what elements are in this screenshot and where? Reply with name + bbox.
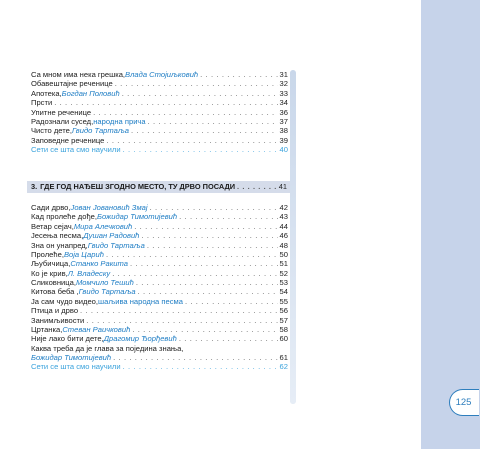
toc-entry [31, 231, 288, 240]
leader-dots [136, 278, 278, 287]
leader-dots [147, 241, 278, 250]
leader-dots [200, 70, 277, 79]
entry-genre: шаљива народна песма [98, 296, 183, 306]
review-entry [31, 145, 288, 154]
leader-dots [134, 222, 277, 231]
entry-author: Гвидо Тартаља [71, 126, 129, 136]
leader-dots [86, 316, 277, 325]
section-heading [27, 181, 290, 193]
toc-entry [31, 203, 288, 212]
entry-author: Гвидо Тартаља [78, 287, 136, 297]
section-page-number: 41 [278, 182, 287, 191]
toc-entry [31, 297, 288, 306]
entry-page-number: 48 [279, 240, 288, 250]
toc-entry [31, 325, 288, 334]
entry-page-number: 32 [279, 79, 288, 89]
entry-page-number: 51 [279, 259, 288, 269]
entry-author: Душан Радовић [83, 231, 140, 241]
entry-author: Стеван Раичковић [62, 324, 131, 334]
page-margin-band [421, 0, 480, 449]
entry-author: Јован Јовановић Змај [70, 203, 148, 212]
leader-dots [123, 362, 278, 371]
leader-dots [112, 269, 277, 278]
leader-dots [148, 117, 278, 126]
toc-entry [31, 250, 288, 259]
leader-dots [179, 334, 278, 343]
toc-entry [31, 269, 288, 278]
leader-dots [131, 126, 278, 135]
entry-title: Китова беба , [31, 287, 79, 297]
entry-author: Л. Владеску [67, 268, 111, 278]
entry-page-number: 60 [279, 334, 288, 344]
entry-author: Богдан Половић [61, 88, 120, 98]
toc-entry [31, 117, 288, 126]
entry-page-number: 39 [279, 135, 288, 145]
entry-title: Радознали сусед, [31, 116, 94, 126]
toc-entry [31, 89, 288, 98]
leader-dots [93, 108, 277, 117]
toc-entry [31, 306, 288, 315]
section-number: 3. [31, 182, 38, 191]
entry-title: Сликовница, [31, 278, 76, 287]
leader-dots [150, 203, 278, 212]
leader-dots [115, 79, 278, 88]
entry-author: Божидар Тимотијевић [97, 212, 178, 222]
entry-page-number: 52 [279, 268, 288, 278]
entry-title: Каква треба да је глава за поједина знања, [31, 343, 184, 353]
entry-page-number: 62 [279, 362, 288, 372]
toc-entry [31, 136, 288, 145]
entry-author: Момчило Тешић [75, 278, 134, 287]
review-title: Сети се шта смо научили [31, 362, 121, 372]
entry-page-number: 42 [279, 203, 288, 212]
toc-entry [31, 222, 288, 231]
table-of-contents-part2 [31, 203, 288, 372]
entry-title: Апотека, [31, 88, 62, 98]
toc-entry [31, 241, 288, 250]
entry-title: Обавештајне реченице [31, 79, 113, 89]
entry-page-number: 46 [279, 231, 288, 241]
entry-page-number: 38 [279, 126, 288, 136]
entry-title: Љубичица, [31, 259, 71, 269]
entry-title: Јесења песма, [31, 231, 84, 241]
entry-page-number: 53 [279, 278, 288, 287]
entry-page-number: 33 [279, 88, 288, 98]
entry-page-number: 50 [279, 249, 288, 259]
entry-page-number: 31 [279, 70, 288, 79]
leader-dots [106, 250, 278, 259]
entry-title: Кад пролеће дође, [31, 212, 98, 222]
toc-entry [31, 316, 288, 325]
entry-author: Драгомир Ђорђевић [103, 334, 177, 344]
toc-entry [31, 98, 288, 107]
entry-page-number: 55 [279, 296, 288, 306]
toc-entry [31, 70, 288, 79]
scrollbar-thumb[interactable] [290, 70, 296, 404]
section-heading-line [31, 182, 287, 192]
entry-title: Чисто дете, [31, 126, 72, 136]
leader-dots [113, 353, 277, 362]
entry-title: Зна он унапред, [31, 240, 88, 250]
toc-entry [31, 259, 288, 268]
toc-entry [31, 108, 288, 117]
toc-entry [31, 287, 288, 296]
entry-page-number: 34 [279, 98, 288, 108]
leader-dots [123, 145, 278, 154]
leader-dots [122, 89, 278, 98]
leader-dots [106, 136, 277, 145]
entry-page-number: 44 [279, 221, 288, 231]
entry-page-number: 43 [279, 212, 288, 222]
entry-title: Није лако бити дете, [31, 334, 104, 344]
leader-dots [185, 297, 278, 306]
toc-entry [31, 278, 288, 287]
toc-entry [31, 79, 288, 88]
toc-entry [31, 344, 288, 353]
entry-title: Са мном има нека грешка, [31, 70, 126, 79]
review-entry [31, 362, 288, 371]
leader-dots [237, 182, 277, 192]
review-title: Сети се шта смо научили [31, 145, 121, 154]
entry-page-number: 40 [279, 145, 288, 154]
section-title: ГДЕ ГОД НАЂЕШ ЗГОДНО МЕСТО, ТУ ДРВО ПОСАДИ [40, 182, 236, 191]
entry-title: Ветар сејач, [31, 221, 74, 231]
toc-entry-continuation [31, 353, 288, 362]
toc-entry [31, 334, 288, 343]
entry-page-number: 57 [279, 315, 288, 325]
entry-author: Воја Царић [63, 249, 104, 259]
entry-genre: народна прича [93, 116, 146, 126]
entry-title: Птица и дрво [31, 306, 79, 316]
entry-title: Цртанка, [31, 324, 63, 334]
entry-author: Влада Стојиљковић [125, 70, 199, 79]
entry-page-number: 54 [279, 287, 288, 297]
entry-page-number: 56 [279, 306, 288, 316]
leader-dots [132, 325, 277, 334]
leader-dots [130, 259, 278, 268]
entry-author: Гвидо Тартаља [87, 240, 145, 250]
table-of-contents-part1 [31, 70, 288, 154]
entry-title: Упитне реченице [31, 107, 92, 117]
leader-dots [54, 98, 277, 107]
entry-author: Станко Ракита [70, 259, 128, 269]
entry-title: Ја сам чудо видео, [31, 296, 99, 306]
leader-dots [141, 231, 277, 240]
entry-page-number: 37 [279, 116, 288, 126]
entry-author: Мира Алечковић [73, 221, 133, 231]
toc-entry [31, 212, 288, 221]
entry-title: Пролеће, [31, 249, 64, 259]
entry-title: Заповедне реченице [31, 135, 105, 145]
entry-page-number: 61 [279, 353, 288, 362]
leader-dots [179, 212, 277, 221]
page-number-badge: 125 [449, 389, 479, 416]
leader-dots [80, 306, 278, 315]
leader-dots [138, 287, 278, 296]
entry-page-number: 58 [279, 324, 288, 334]
entry-title: Ко је крив, [31, 268, 68, 278]
toc-entry [31, 126, 288, 135]
entry-page-number: 36 [279, 107, 288, 117]
entry-title: Сади дрво, [31, 203, 71, 212]
entry-title: Занимљивости [31, 315, 85, 325]
entry-title: Прсти [31, 98, 53, 108]
entry-author: Божидар Тимотијевић [31, 353, 112, 362]
